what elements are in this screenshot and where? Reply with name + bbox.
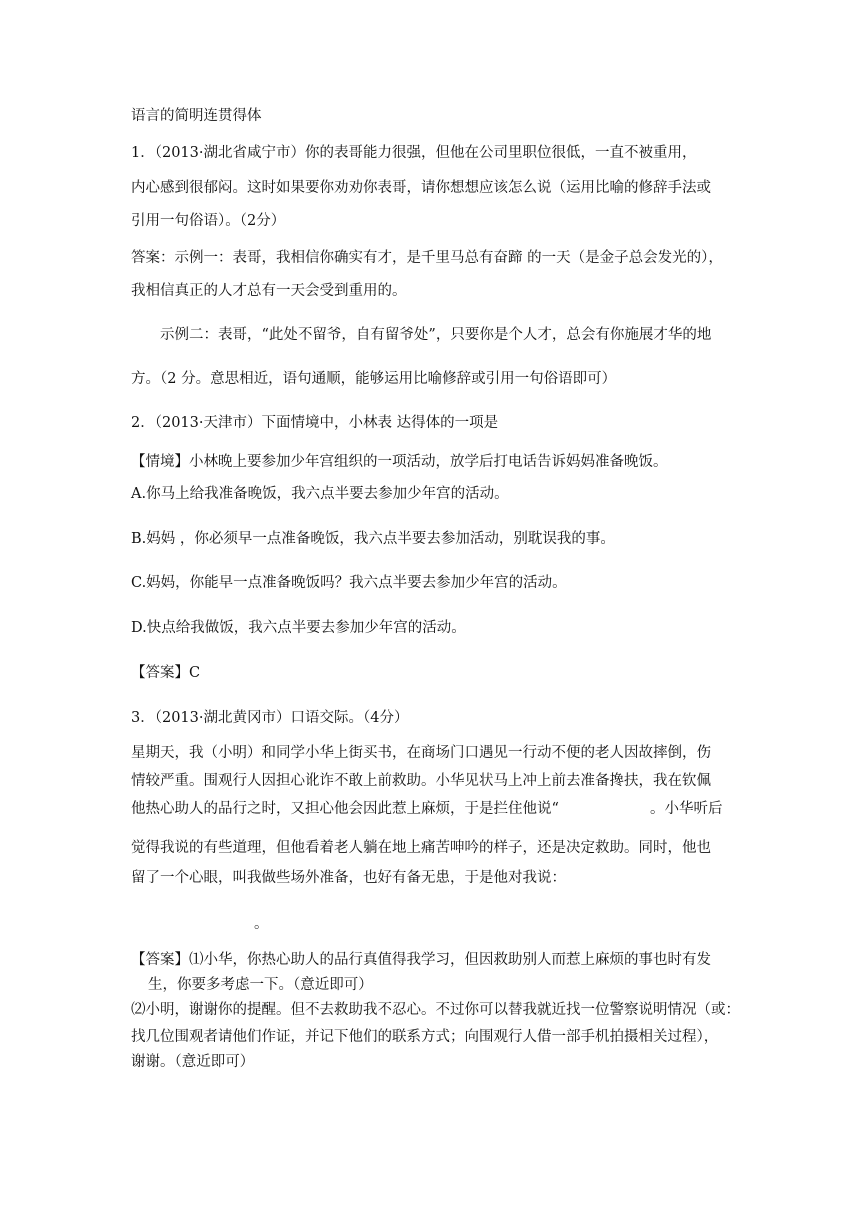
q3-stem: 3．（2013·湖北黄冈市）口语交际。（4分）	[131, 710, 409, 726]
q3-answer-line5: 谢谢。（意近即可）	[131, 1054, 255, 1070]
q1-stem-line2: 内心感到很郁闷。这时如果要你劝劝你表哥，请你想想应该怎么说（运用比喻的修辞手法或	[131, 180, 711, 196]
q1-answer-line1: 答案：示例一：表哥，我相信你确实有才，是千里马总有奋蹄 的一天（是金子总会发光的），	[131, 250, 723, 266]
q3-answer-line1: 【答案】⑴小华，你热心助人的品行真值得我学习，但因救助别人而惹上麻烦的事也时有发	[131, 952, 711, 968]
q3-passage-line1: 星期天，我（小明）和同学小华上街买书，在商场门口遇见一行动不便的老人因故摔倒，伤	[131, 745, 711, 761]
q1-answer-line3: 示例二：表哥，“此处不留爷，自有留爷处”，只要你是个人才，总会有你施展才华的地	[160, 327, 712, 343]
q1-answer-line4: 方。（2 分。意思相近，语句通顺，能够运用比喻修辞或引用一句俗语即可）	[131, 371, 617, 387]
q3-passage-line2: 情较严重。围观行人因担心讹诈不敢上前救助。小华见状马上冲上前去准备搀扶，我在钦佩	[131, 773, 711, 789]
doc-title: 语言的简明连贯得体	[131, 108, 262, 124]
q2-answer: 【答案】C	[131, 665, 201, 681]
q3-answer-line3: ⑵小明，谢谢你的提醒。但不去救助我不忍心。不过你可以替我就近找一位警察说明情况（或：	[131, 1002, 740, 1018]
q3-passage-line4: 觉得我说的有些道理，但他看着老人躺在地上痛苦呻吟的样子，还是决定救助。同时，他也	[131, 840, 711, 856]
q3-passage-line3a: 他热心助人的品行之时，又担心他会因此惹上麻烦，于是拦住他说“	[131, 801, 559, 817]
q3-passage-line3b: 。小华听后	[650, 801, 723, 817]
q2-context: 【情境】小林晚上要参加少年宫组织的一项活动，放学后打电话告诉妈妈准备晚饭。	[131, 454, 668, 470]
q1-answer-line2: 我相信真正的人才总有一天会受到重用的。	[131, 283, 407, 299]
q2-option-b: B.妈妈 ，你必须早一点准备晚饭，我六点半要去参加活动，别耽误我的事。	[131, 531, 615, 547]
q2-stem: 2．（2013·天津市）下面情境中，小林表 达得体的一项是	[131, 415, 499, 431]
q3-passage-line5: 留了一个心眼，叫我做些场外准备，也好有备无患，于是他对我说：	[131, 870, 566, 886]
q2-option-d: D.快点给我做饭，我六点半要去参加少年宫的活动。	[131, 620, 466, 636]
q1-stem-line1: 1．（2013·湖北省咸宁市）你的表哥能力很强，但他在公司里职位很低，一直不被重用，	[131, 145, 697, 161]
q3-answer-line2: 生，你要多考虑一下。（意近即可）	[148, 977, 373, 993]
q3-answer-line4: 找几位围观者请他们作证，并记下他们的联系方式；向围观行人借一部手机拍摄相关过程），	[131, 1029, 719, 1045]
q1-stem-line3: 引用一句俗语）。（2分）	[131, 213, 286, 229]
q3-blank-end: 。	[254, 916, 269, 932]
q2-option-c: C.妈妈，你能早一点准备晚饭吗？我六点半要去参加少年宫的活动。	[131, 575, 567, 591]
q2-option-a: A.你马上给我准备晚饭，我六点半要去参加少年宫的活动。	[131, 486, 509, 502]
